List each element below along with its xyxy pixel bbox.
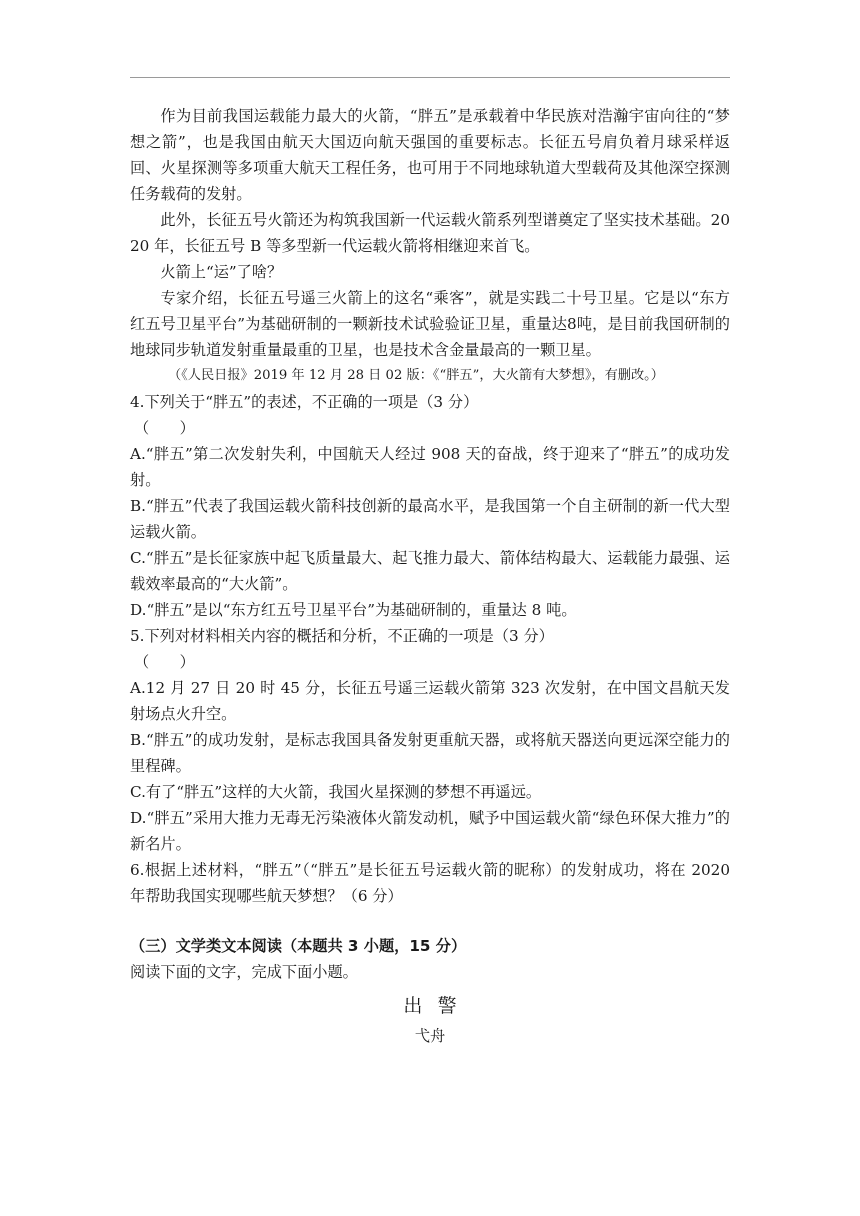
header-rule bbox=[130, 77, 730, 78]
question-6 bbox=[130, 857, 730, 909]
document-body bbox=[130, 103, 730, 1049]
passage-paragraph-3: 火箭上“运”了啥？ bbox=[160, 263, 283, 281]
answer-blank: （ ） bbox=[134, 419, 195, 437]
story-title: 出警 bbox=[403, 995, 472, 1017]
option-c: C.有了“胖五”这样的大火箭，我国火星探测的梦想不再遥远。 bbox=[130, 783, 542, 801]
option-a: A.“胖五”第二次发射失利，中国航天人经过 908 天的奋战，终于迎来了“胖五”的成功发射。 bbox=[130, 445, 730, 489]
question-stem: 5.下列对材料相关内容的概括和分析，不正确的一项是（3 分） bbox=[130, 627, 554, 645]
question-4 bbox=[130, 389, 730, 623]
option-a: A.12 月 27 日 20 时 45 分，长征五号遥三运载火箭第 323 次发射，在中国文昌航天发射场点火升空。 bbox=[130, 679, 730, 723]
story-author: 弋舟 bbox=[414, 1027, 446, 1045]
section-instruction: 阅读下面的文字，完成下面小题。 bbox=[130, 963, 358, 981]
question-stem: 6.根据上述材料，“胖五”（“胖五”是长征五号运载火箭的昵称）的发射成功，将在 2020 年帮助我国实现哪些航天梦想？（6 分） bbox=[130, 861, 730, 905]
passage-source: （《人民日报》2019 年 12 月 28 日 02 版：《“胖五”，大火箭有大梦想》，有删改。） bbox=[168, 368, 664, 383]
passage-paragraph-4: 专家介绍，长征五号遥三火箭上的这名“乘客”，就是实践二十号卫星。它是以“东方红五号卫星平台”为基础研制的一颗新技术试验验证卫星，重量达8吨，是目前我国研制的地球同步轨道发射重量最重的卫星，也是技术含金量最高的一颗卫星。 bbox=[130, 289, 730, 359]
option-c: C.“胖五”是长征家族中起飞质量最大、起飞推力最大、箭体结构最大、运载能力最强、运载效率最高的“大火箭”。 bbox=[130, 549, 730, 593]
option-b: B.“胖五”的成功发射，是标志我国具备发射更重航天器，或将航天器送向更远深空能力的里程碑。 bbox=[130, 731, 730, 775]
question-5 bbox=[130, 623, 730, 857]
passage-paragraph-2: 此外，长征五号火箭还为构筑我国新一代运载火箭系列型谱奠定了坚实技术基础。2020 年，长征五号 B 等多型新一代运载火箭将相继迎来首飞。 bbox=[130, 211, 730, 255]
option-d: D.“胖五”采用大推力无毒无污染液体火箭发动机，赋予中国运载火箭“绿色环保大推力”的新名片。 bbox=[130, 809, 730, 853]
section-heading: （三）文学类文本阅读（本题共 3 小题，15 分） bbox=[130, 937, 467, 955]
option-b: B.“胖五”代表了我国运载火箭科技创新的最高水平，是我国第一个自主研制的新一代大型运载火箭。 bbox=[130, 497, 730, 541]
passage-paragraph-1: 作为目前我国运载能力最大的火箭，“胖五”是承载着中华民族对浩瀚宇宙向往的“梦想之箭”，也是我国由航天大国迈向航天强国的重要标志。长征五号肩负着月球采样返回、火星探测等多项重大航天工程任务，也可用于不同地球轨道大型载荷及其他深空探测任务载荷的发射。 bbox=[130, 107, 730, 203]
question-stem: 4.下列关于“胖五”的表述，不正确的一项是（3 分） bbox=[130, 393, 479, 411]
option-d: D.“胖五”是以“东方红五号卫星平台”为基础研制的，重量达 8 吨。 bbox=[130, 601, 577, 619]
section-gap bbox=[130, 909, 730, 933]
answer-blank: （ ） bbox=[134, 653, 195, 671]
